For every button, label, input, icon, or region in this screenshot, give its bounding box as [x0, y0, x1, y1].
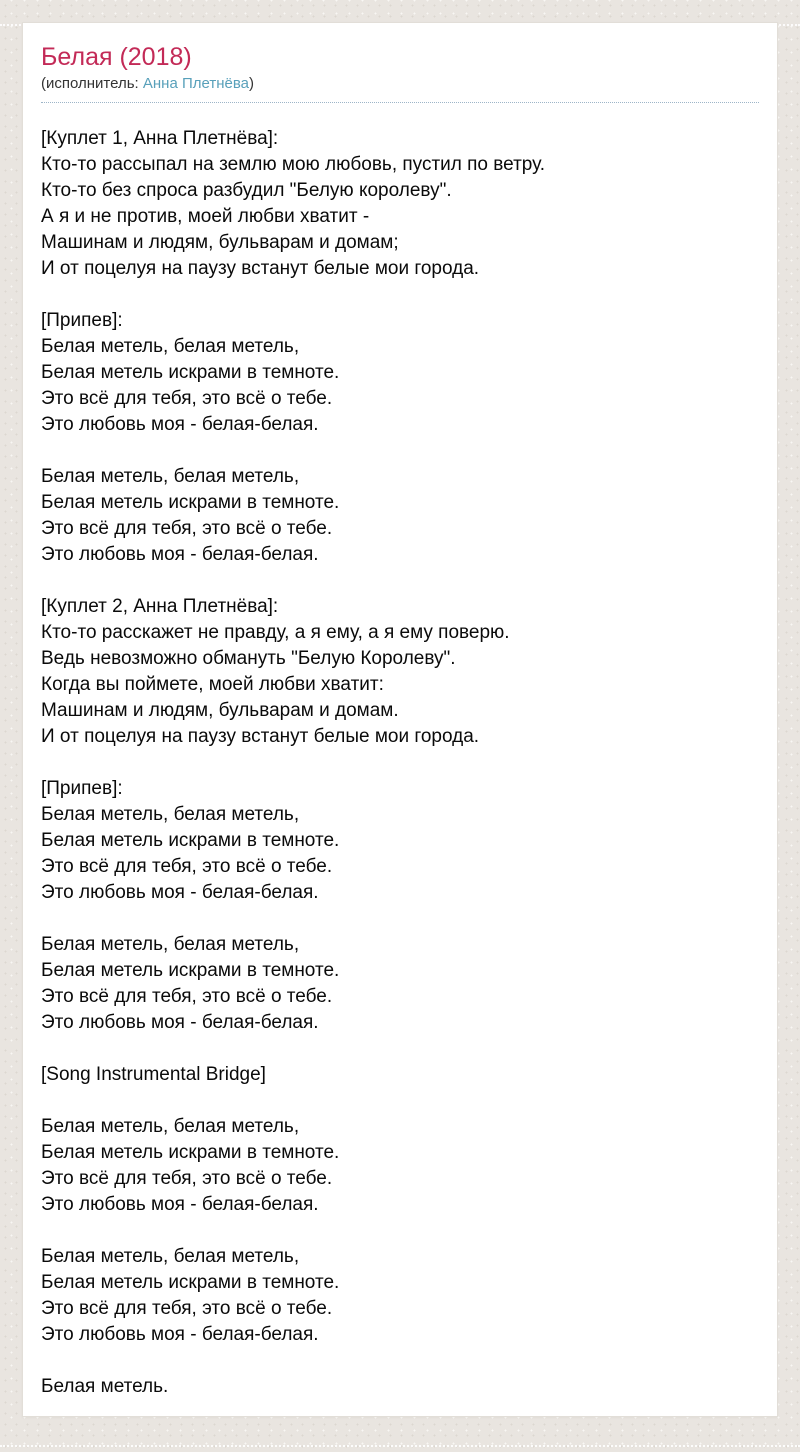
stanza [41, 1114, 759, 1218]
page-background [0, 22, 800, 1452]
lyric-line: [Song Instrumental Bridge] [41, 1064, 266, 1085]
song-title: Белая (2018) [41, 43, 192, 71]
lyric-line: Белая метель искрами в темноте. [41, 362, 340, 383]
lyric-line: Машинам и людям, бульварам и домам. [41, 700, 399, 721]
song-header [41, 43, 759, 103]
lyric-line: Белая метель искрами в темноте. [41, 960, 340, 981]
artist-link[interactable]: Анна Плетнёва [142, 75, 249, 92]
lyric-line: Это любовь моя - белая-белая. [41, 882, 319, 903]
stanza [41, 1062, 759, 1088]
lyric-line: Кто-то без спроса разбудил "Белую королеву". [41, 180, 452, 201]
lyric-line: Машинам и людям, бульварам и домам; [41, 232, 399, 253]
page-bottom-dotted-trim [0, 1445, 800, 1447]
lyric-line: Когда вы поймете, моей любви хватит: [41, 674, 384, 695]
lyric-line: Это всё для тебя, это всё о тебе. [41, 1298, 333, 1319]
lyric-line: Белая метель искрами в темноте. [41, 1142, 340, 1163]
lyric-line: Кто-то рассыпал на землю мою любовь, пустил по ветру. [41, 154, 546, 175]
lyric-line: Белая метель, белая метель, [41, 466, 300, 487]
lyric-line: Это всё для тебя, это всё о тебе. [41, 856, 333, 877]
lyric-line: Это любовь моя - белая-белая. [41, 1324, 319, 1345]
lyric-line: И от поцелуя на паузу встанут белые мои города. [41, 258, 480, 279]
stanza [41, 776, 759, 906]
artist-line [41, 74, 759, 93]
lyric-line: Это всё для тебя, это всё о тебе. [41, 388, 333, 409]
lyric-line: [Куплет 2, Анна Плетнёва]: [41, 596, 279, 617]
lyrics-text [41, 103, 759, 1400]
artist-label-prefix: (исполнитель: [41, 75, 143, 92]
stanza [41, 308, 759, 438]
lyric-line: Это всё для тебя, это всё о тебе. [41, 518, 333, 539]
lyrics-card [22, 22, 778, 1417]
stanza [41, 126, 759, 282]
lyric-line: Это всё для тебя, это всё о тебе. [41, 1168, 333, 1189]
stanza [41, 594, 759, 750]
lyric-line: Белая метель, белая метель, [41, 934, 300, 955]
lyric-line: И от поцелуя на паузу встанут белые мои города. [41, 726, 480, 747]
stanza [41, 464, 759, 568]
lyric-line: А я и не против, моей любви хватит - [41, 206, 370, 227]
stanza [41, 1374, 759, 1400]
lyric-line: Это любовь моя - белая-белая. [41, 544, 319, 565]
lyric-line: Ведь невозможно обмануть "Белую Королеву". [41, 648, 456, 669]
lyric-line: Белая метель, белая метель, [41, 1246, 300, 1267]
lyric-line: Белая метель, белая метель, [41, 1116, 300, 1137]
lyric-line: Белая метель искрами в темноте. [41, 1272, 340, 1293]
stanza [41, 1244, 759, 1348]
lyric-line: Это любовь моя - белая-белая. [41, 414, 319, 435]
stanza [41, 932, 759, 1036]
lyric-line: Кто-то расскажет не правду, а я ему, а я ему поверю. [41, 622, 510, 643]
lyric-line: [Куплет 1, Анна Плетнёва]: [41, 128, 279, 149]
lyric-line: [Припев]: [41, 778, 123, 799]
lyric-line: Белая метель искрами в темноте. [41, 830, 340, 851]
lyric-line: Белая метель, белая метель, [41, 804, 300, 825]
lyric-line: Это всё для тебя, это всё о тебе. [41, 986, 333, 1007]
lyric-line: Белая метель, белая метель, [41, 336, 300, 357]
lyric-line: [Припев]: [41, 310, 123, 331]
lyric-line: Это любовь моя - белая-белая. [41, 1194, 319, 1215]
lyric-line: Белая метель искрами в темноте. [41, 492, 340, 513]
lyric-line: Белая метель. [41, 1376, 169, 1397]
lyric-line: Это любовь моя - белая-белая. [41, 1012, 319, 1033]
artist-label-suffix: ) [248, 75, 254, 92]
